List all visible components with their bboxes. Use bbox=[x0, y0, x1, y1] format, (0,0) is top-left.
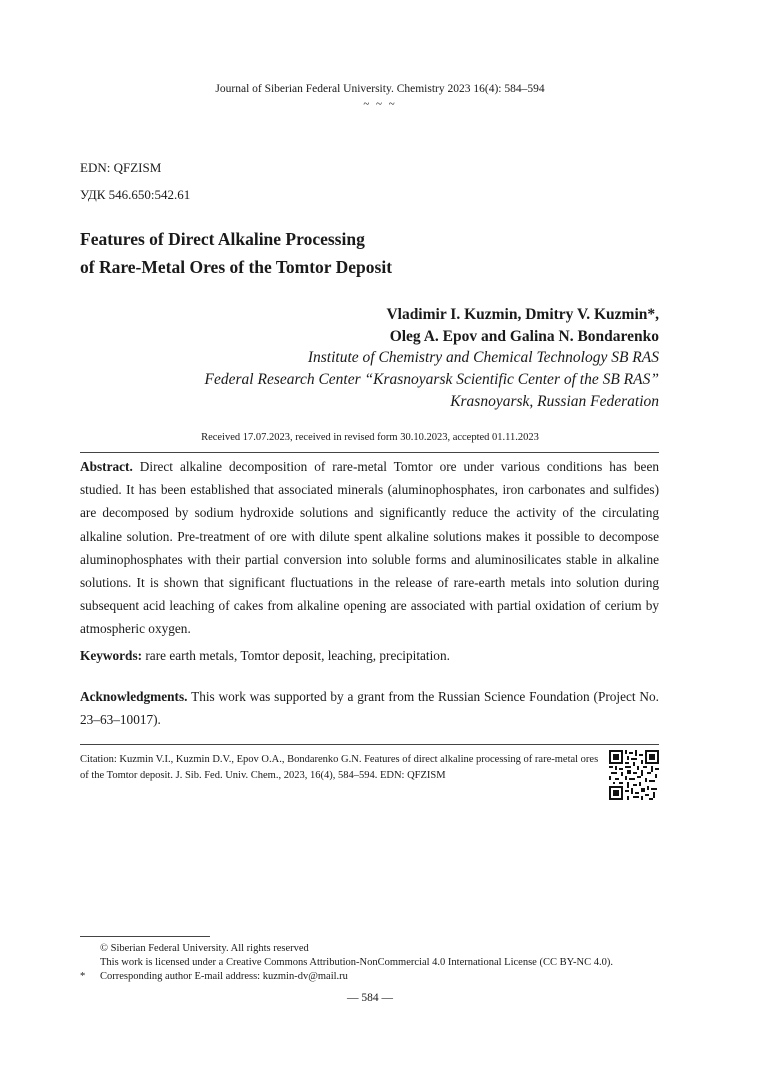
abstract-top-rule bbox=[80, 452, 659, 453]
footnote-rule bbox=[80, 936, 210, 937]
affiliation-line-2: Federal Research Center “Krasnoyarsk Scientific Center of the SB RAS” bbox=[204, 371, 659, 388]
qr-code-icon bbox=[609, 749, 659, 801]
citation-rule bbox=[80, 744, 659, 745]
copyright-text: © Siberian Federal University. All rights reserved bbox=[100, 943, 309, 954]
page-number: — 584 — bbox=[347, 992, 393, 1004]
header-separator: ~ ~ ~ bbox=[363, 98, 397, 110]
corresponding-mark: * bbox=[80, 971, 86, 982]
affiliation-line-1: Institute of Chemistry and Chemical Technology SB RAS bbox=[307, 349, 659, 366]
authors bbox=[386, 304, 659, 348]
authors-line-1: Vladimir I. Kuzmin, Dmitry V. Kuzmin*, bbox=[386, 306, 659, 323]
keywords-text: rare earth metals, Tomtor deposit, leaching, precipitation. bbox=[145, 648, 450, 663]
received-dates: Received 17.07.2023, received in revised form 30.10.2023, accepted 01.11.2023 bbox=[201, 432, 539, 443]
title-line-2: of Rare-Metal Ores of the Tomtor Deposit bbox=[80, 257, 393, 277]
keywords-label: Keywords: bbox=[80, 648, 143, 663]
citation: Citation: Kuzmin V.I., Kuzmin D.V., Epov O.A., Bondarenko G.N. Features of direct alkaline processing of rare-metal ores of the Tomtor deposit. J. Sib. Fed. Univ. Chem., 2023, 16(4), 584–594. EDN: QFZISM bbox=[80, 754, 599, 781]
acknowledgments-label: Acknowledgments. bbox=[80, 689, 188, 704]
keywords bbox=[80, 644, 659, 667]
edn-code: EDN: QFZISM bbox=[80, 160, 162, 175]
affiliation-line-3: Krasnoyarsk, Russian Federation bbox=[450, 393, 659, 410]
affiliation bbox=[205, 347, 659, 413]
udk-code: УДК 546.650:542.61 bbox=[80, 187, 191, 202]
article-title bbox=[80, 225, 392, 281]
journal-header: Journal of Siberian Federal University. Chemistry 2023 16(4): 584–594 bbox=[215, 83, 545, 95]
abstract-text: Direct alkaline decomposition of rare-metal Tomtor ore under various conditions has been studied. It has been established that associated minerals (aluminophosphates, iron carbonates and sulfides) are decomposed by sodium hydroxide solutions and significantly reduce the activity of the circulating alkaline solution. Pre-treatment of ore with dilute spent alkaline solutions makes it possible to decompose aluminophosphates with their partial conversion into soluble forms and aluminosilicates stable in alkaline solutions. It is shown that significant fluctuations in the release of rare-earth metals into solution during subsequent acid leaching of cakes from alkaline opening are associated with partial oxidation of cerium by atmospheric oxygen. bbox=[80, 459, 659, 637]
acknowledgments-text: This work was supported by a grant from the Russian Science Foundation (Project No. 23–63–10017). bbox=[80, 689, 659, 727]
corresponding-text: Corresponding author E-mail address: kuzmin-dv@mail.ru bbox=[100, 971, 348, 982]
title-line-1: Features of Direct Alkaline Processing bbox=[80, 229, 365, 249]
authors-line-2: Oleg A. Epov and Galina N. Bondarenko bbox=[389, 328, 659, 345]
license-text: This work is licensed under a Creative Commons Attribution-NonCommercial 4.0 International License (CC BY-NC 4.0). bbox=[100, 957, 613, 968]
acknowledgments bbox=[80, 686, 659, 731]
abstract bbox=[80, 455, 659, 641]
abstract-label: Abstract. bbox=[80, 459, 133, 474]
